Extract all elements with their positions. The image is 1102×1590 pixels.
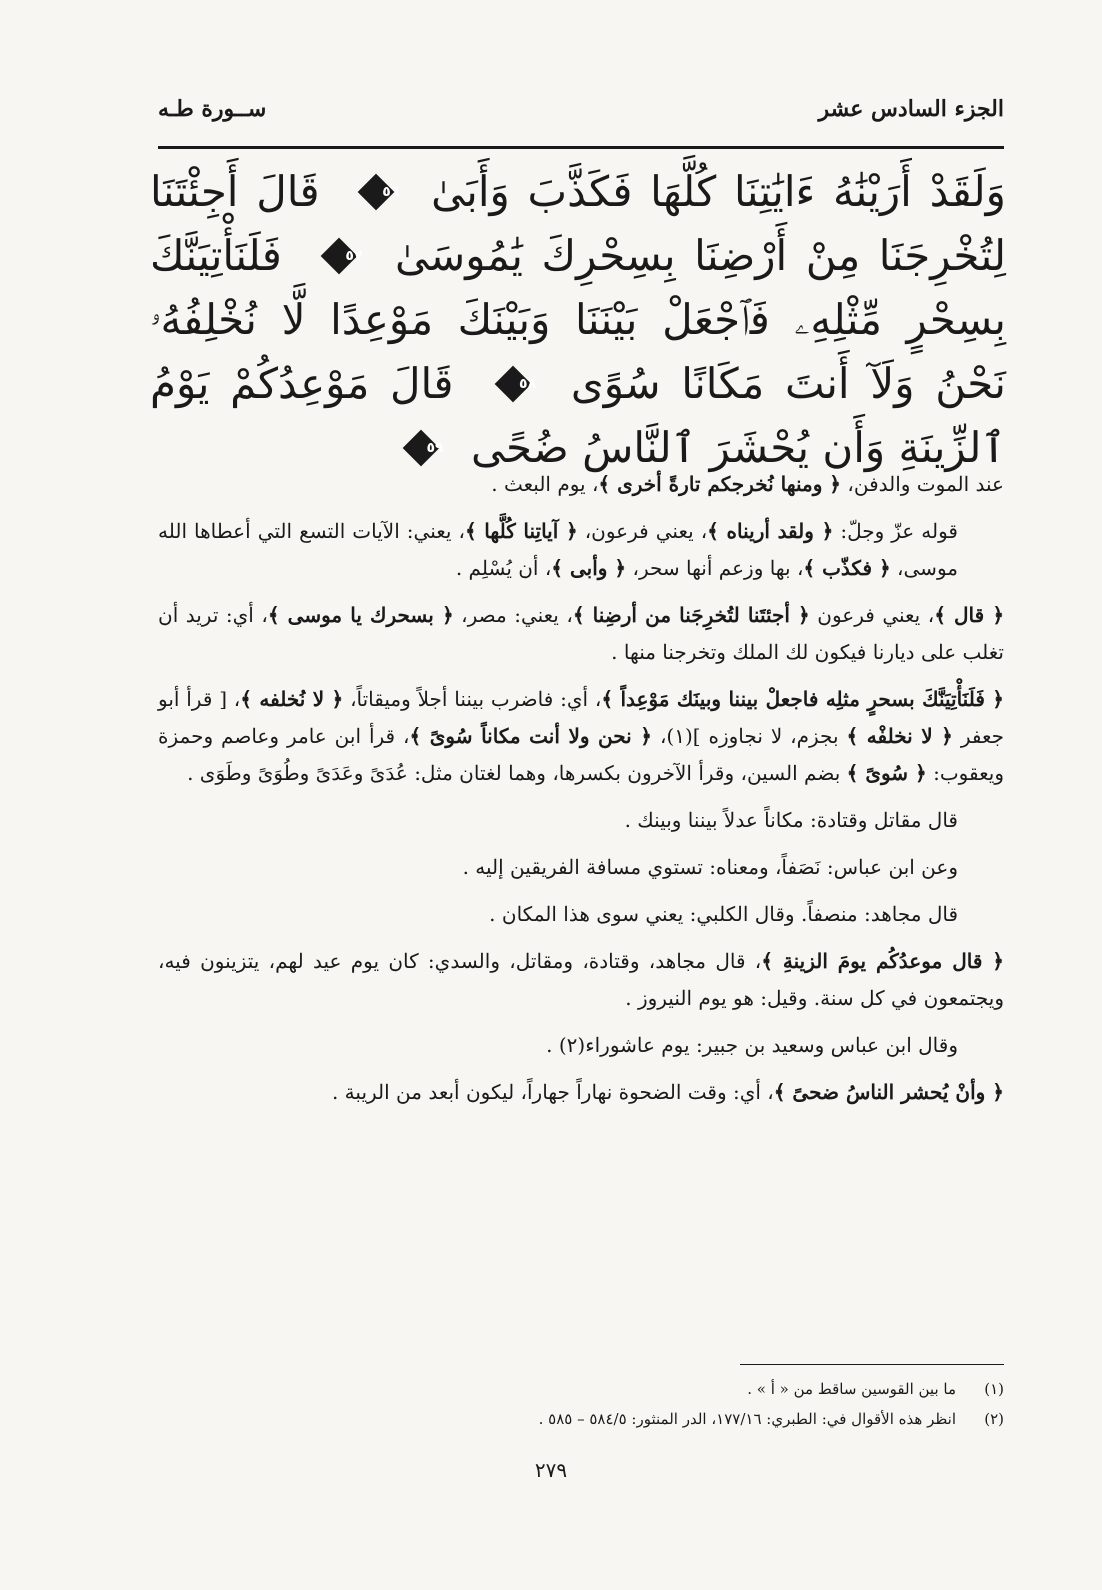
commentary-paragraph xyxy=(158,802,1004,839)
commentary-paragraph xyxy=(158,681,1004,792)
text-segment: بجزم، لا نجاوزه ](١)، xyxy=(652,724,847,748)
text-segment: ، أي: تريد أن تغلب على ديارنا فيكون لك الملك وتخرجنا منها . xyxy=(158,603,1004,664)
commentary-paragraph xyxy=(158,849,1004,886)
text-segment: ، بها وزعم أنها سحر، xyxy=(626,556,804,580)
ayah-number: ٥٩ xyxy=(426,440,444,456)
text-segment: ، يعني فرعون، xyxy=(577,519,708,543)
quoted-verse: ﴿ ومنها نُخرجكم تارةً أخرى ﴾ xyxy=(598,472,842,496)
ayah-text: قَالَ أَجِئْتَنَا لِتُخْرِجَنَا مِنْ أَرْضِنَا بِسِحْرِكَ يَٰمُوسَىٰ xyxy=(150,167,1006,280)
text-segment: ، أي: فاضرب بيننا أجلاً وميقاتاً، xyxy=(343,687,602,711)
quoted-verse: ﴿ فكذّب ﴾ xyxy=(803,556,891,580)
footnote-number: (٢) xyxy=(984,1410,1004,1428)
ayah-number: ٥٧ xyxy=(345,248,363,264)
quoted-verse: ﴿ فَلَنَأْتِيَنَّكَ بسحرٍ مثلِه فاجعلْ بيننا وبينَك مَوْعِداً ﴾ xyxy=(601,687,1005,711)
commentary-paragraph xyxy=(158,597,1004,671)
text-segment: ، أن يُسْلِم . xyxy=(455,556,552,580)
footnote-text: ما بين القوسين ساقط من « أ » . xyxy=(747,1380,956,1398)
text-segment: قال مقاتل وقتادة: مكاناً عدلاً بيننا وبينك . xyxy=(624,808,958,832)
header-rule xyxy=(158,146,1004,149)
text-segment: عند الموت والدفن، xyxy=(841,472,1004,496)
text-segment: قوله عزّ وجلّ: xyxy=(833,519,958,543)
footnote-text: انظر هذه الأقوال في: الطبري: ١٧٧/١٦، الدر المنثور: ٥٨٤/٥ – ٥٨٥ . xyxy=(538,1410,956,1428)
quoted-verse: ﴿ سُوىً ﴾ xyxy=(846,761,927,785)
ayah-marker xyxy=(488,369,536,405)
footnote-rule xyxy=(740,1364,1004,1365)
quoted-verse: ﴿ قال موعدُكُم يومَ الزينةِ ﴾ xyxy=(761,949,1004,973)
quoted-verse: ﴿ ولقد أريناه ﴾ xyxy=(707,519,834,543)
page-number: ٢٧٩ xyxy=(534,1458,568,1482)
text-segment: ، [ قرأ أبو جعفر xyxy=(158,687,1004,748)
quoted-verse: ﴿ لا نخلفْه ﴾ xyxy=(846,724,953,748)
ayah-number: ٥٨ xyxy=(519,376,537,392)
commentary-paragraph xyxy=(158,1027,1004,1064)
text-segment: بضم السين، وقرأ الآخرون بكسرها، وهما لغتان مثل: عُدَىً وعَدَىً وطُوَىً وطَوَى . xyxy=(187,761,847,785)
footnotes xyxy=(158,1374,1004,1434)
quoted-verse: ﴿ قال ﴾ xyxy=(934,603,1005,627)
ayah-text: قَالَ مَوْعِدُكُمْ يَوْمُ ٱلزِّينَةِ وَأَن يُحْشَرَ ٱلنَّاسُ ضُحًى xyxy=(150,359,1006,472)
text-segment: ، يوم البعث . xyxy=(491,472,599,496)
ayah-text: فَلَنَأْتِيَنَّكَ بِسِحْرٍ مِّثْلِهِۦ فَٱجْعَلْ بَيْنَنَا وَبَيْنَكَ مَوْعِدًا لَّا نُخْلِفُهُۥ نَحْنُ وَلَآ أَنتَ مَكَانًا سُوًى xyxy=(150,231,1006,408)
ayah-number: ٥٦ xyxy=(382,184,400,200)
text-segment: ، قرأ ابن عامر وعاصم وحمزة ويعقوب: xyxy=(158,724,1004,785)
header-surah: ســورة طـه xyxy=(158,96,267,122)
text-segment: ، يعني: الآيات التسع التي أعطاها الله موسى، xyxy=(158,519,958,580)
commentary-paragraph xyxy=(158,466,1004,503)
text-segment: ، أي: وقت الضحوة نهاراً جهاراً، ليكون أبعد من الريبة . xyxy=(331,1080,774,1104)
footnote xyxy=(158,1404,1004,1434)
commentary-paragraph xyxy=(158,1074,1004,1111)
running-header xyxy=(158,96,1004,122)
quoted-verse: ﴿ لا نُخلفه ﴾ xyxy=(240,687,344,711)
footnote-number: (١) xyxy=(984,1380,1004,1398)
ayah-marker xyxy=(396,433,444,469)
quoted-verse: ﴿ وأنْ يُحشر الناسُ ضحىً ﴾ xyxy=(773,1080,1004,1104)
text-segment: وقال ابن عباس وسعيد بن جبير: يوم عاشوراء(٢) . xyxy=(546,1033,958,1057)
ayah-marker xyxy=(314,241,362,277)
commentary-paragraph xyxy=(158,513,1004,587)
quoted-verse: ﴿ نحن ولا أنت مكاناً سُوىً ﴾ xyxy=(409,724,653,748)
quoted-verse: ﴿ أجئتَنا لتُخرِجَنا من أرضِنا ﴾ xyxy=(572,603,810,627)
text-segment: ، يعني: مصر، xyxy=(453,603,573,627)
ayah xyxy=(320,167,1006,216)
text-segment: قال مجاهد: منصفاً. وقال الكلبي: يعني سوى هذا المكان . xyxy=(489,902,958,926)
quran-verses xyxy=(150,160,1006,480)
quoted-verse: ﴿ آياتِنا كُلَّها ﴾ xyxy=(464,519,578,543)
header-part: الجزء السادس عشر xyxy=(818,96,1004,122)
quoted-verse: ﴿ وأبى ﴾ xyxy=(551,556,627,580)
quoted-verse: ﴿ بسحرك يا موسى ﴾ xyxy=(267,603,454,627)
text-segment: ، قال مجاهد، وقتادة، ومقاتل، والسدي: كان يوم عيد لهم، يتزينون فيه، ويجتمعون في كل سنة. وقيل: هو يوم النيروز . xyxy=(158,949,1004,1010)
commentary xyxy=(158,466,1004,1121)
commentary-paragraph xyxy=(158,943,1004,1017)
commentary-paragraph xyxy=(158,896,1004,933)
text-segment: ، يعني فرعون xyxy=(809,603,935,627)
ayah-marker xyxy=(351,177,399,213)
ayah-text: وَلَقَدْ أَرَيْنَٰهُ ءَايَٰتِنَا كُلَّهَا فَكَذَّبَ وَأَبَىٰ xyxy=(431,167,1006,216)
footnote xyxy=(158,1374,1004,1404)
text-segment: وعن ابن عباس: نَصَفاً، ومعناه: تستوي مسافة الفريقين إليه . xyxy=(462,855,958,879)
